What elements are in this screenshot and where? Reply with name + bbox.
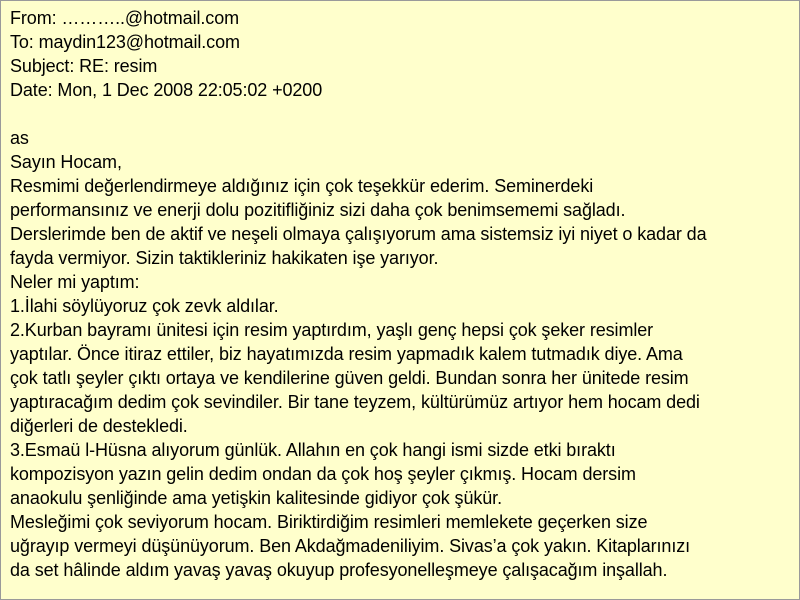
body-line: Neler mi yaptım: xyxy=(10,272,140,292)
body-line: anaokulu şenliğinde ama yetişkin kalitesinde gidiyor çok şükür. xyxy=(10,488,502,508)
blank-line xyxy=(10,102,796,126)
body-line: diğerleri de destekledi. xyxy=(10,416,188,436)
body-line: performansınız ve enerji dolu pozitifliğiniz sizi daha çok benimsememi sağladı. xyxy=(10,200,626,220)
body-line: yaptıracağım dedim çok sevindiler. Bir tane teyzem, kültürümüz artıyor hem hocam dedi xyxy=(10,392,700,412)
email-body xyxy=(10,126,796,582)
body-line: Derslerimde ben de aktif ve neşeli olmaya çalışıyorum ama sistemsiz iyi niyet o kadar da xyxy=(10,224,707,244)
body-line: fayda vermiyor. Sizin taktikleriniz hakikaten işe yarıyor. xyxy=(10,248,439,268)
body-line: da set hâlinde aldım yavaş yavaş okuyup profesyonelleşmeye çalışacağım inşallah. xyxy=(10,560,668,580)
body-line: Sayın Hocam, xyxy=(10,152,122,172)
body-line: Resmimi değerlendirmeye aldığınız için çok teşekkür ederim. Seminerdeki xyxy=(10,176,594,196)
body-line: 2.Kurban bayramı ünitesi için resim yaptırdım, yaşlı genç hepsi çok şeker resimler xyxy=(10,320,654,340)
body-line: 3.Esmaü l-Hüsna alıyorum günlük. Allahın en çok hangi ismi sizde etki bıraktı xyxy=(10,440,616,460)
body-line: 1.İlahi söylüyoruz çok zevk aldılar. xyxy=(10,296,279,316)
body-line: uğrayıp vermeyi düşünüyorum. Ben Akdağmadeniliyim. Sivas’a çok yakın. Kitaplarınızı xyxy=(10,536,691,556)
email-content xyxy=(10,6,796,582)
body-line: as xyxy=(10,128,29,148)
to-line: To: maydin123@hotmail.com xyxy=(10,32,240,52)
body-line: kompozisyon yazın gelin dedim ondan da çok hoş şeyler çıkmış. Hocam dersim xyxy=(10,464,636,484)
body-line: Mesleğimi çok seviyorum hocam. Biriktirdiğim resimleri memlekete geçerken size xyxy=(10,512,648,532)
date-line: Date: Mon, 1 Dec 2008 22:05:02 +0200 xyxy=(10,80,323,100)
body-line: yaptılar. Önce itiraz ettiler, biz hayatımızda resim yapmadık kalem tutmadık diye. Ama xyxy=(10,344,683,364)
from-line: From: ………..@hotmail.com xyxy=(10,8,240,28)
body-line: çok tatlı şeyler çıktı ortaya ve kendilerine güven geldi. Bundan sonra her ünitede resim xyxy=(10,368,689,388)
subject-line: Subject: RE: resim xyxy=(10,56,158,76)
